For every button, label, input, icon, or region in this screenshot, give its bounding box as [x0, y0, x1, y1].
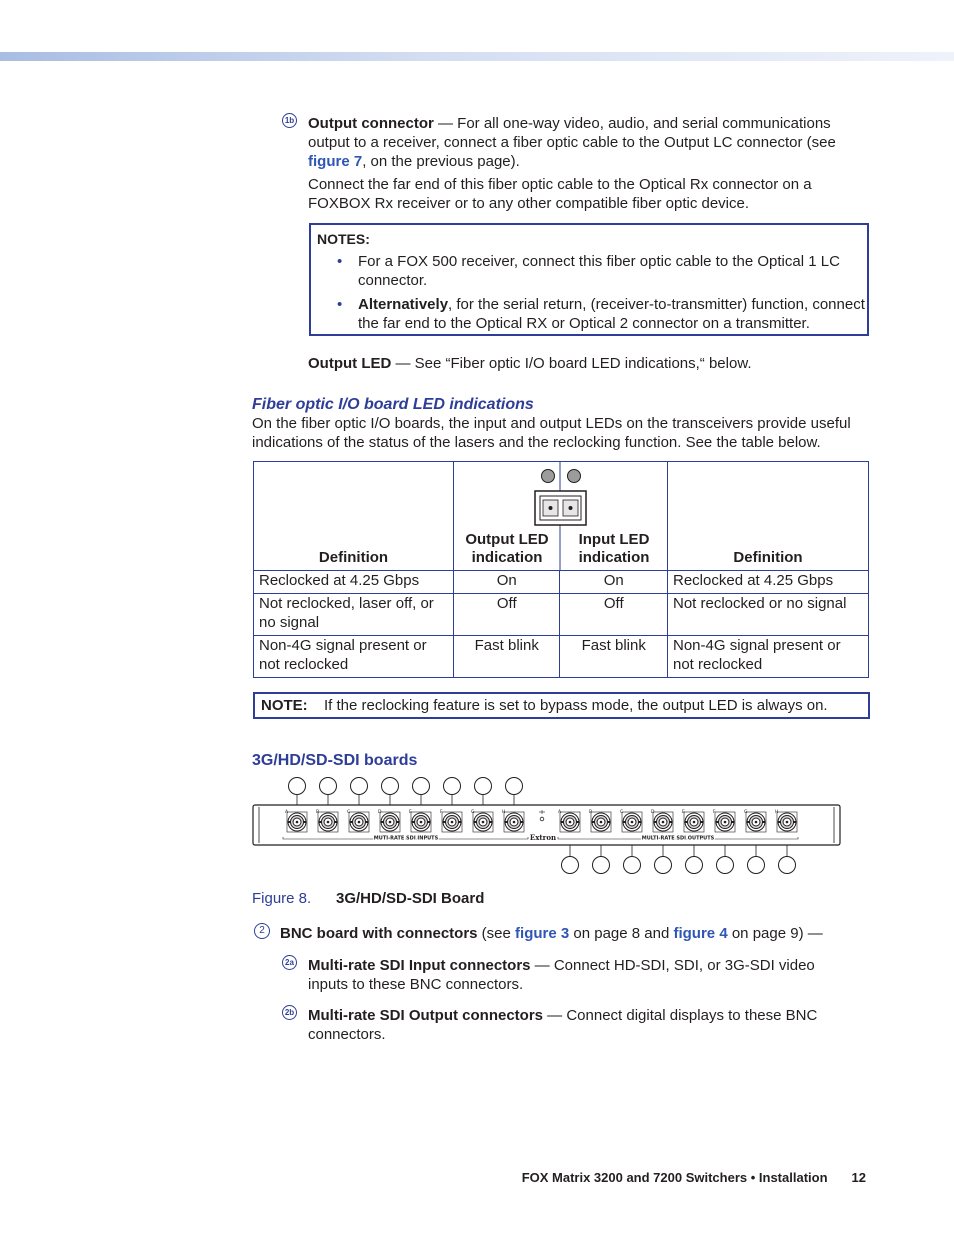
notes-title: NOTES: [317, 231, 370, 247]
bnc-letter-label: F [713, 810, 716, 815]
sdi-output-connector[interactable] [715, 812, 735, 832]
callout-circle [655, 857, 672, 874]
note-label: NOTE: [261, 697, 308, 714]
callout-circle [624, 857, 641, 874]
callout-circle [475, 778, 492, 795]
bnc-letter-label: H [775, 810, 779, 815]
bnc-letter-label: B [589, 810, 593, 815]
brand-logo: Extron [529, 833, 557, 842]
sdi-input-paragraph: Multi-rate SDI Input connectors — Connect HD-SDI, SDI, or 3G-SDI video inputs to these BNC connectors. [308, 957, 815, 993]
sdi-output-connector[interactable] [653, 812, 673, 832]
figure-7-link[interactable]: figure 7 [308, 153, 363, 170]
bnc-letter-label: G [744, 810, 748, 815]
sdi-output-connector[interactable] [684, 812, 704, 832]
table-header-row [254, 462, 869, 571]
bnc-letter-label: D [651, 810, 655, 815]
table-row: Reclocked at 4.25 Gbps On On Reclocked at 4.25 Gbps [254, 571, 869, 594]
figure-8-number: Figure 8. [252, 890, 312, 907]
led-section-title: Fiber optic I/O board LED indications [252, 396, 534, 413]
bnc-letter-label: D [378, 810, 382, 815]
callout-marker-2b: 2b [282, 1005, 297, 1020]
callout-marker-2a: 2a [282, 955, 297, 970]
callout-circle [779, 857, 796, 874]
bnc-letter-label: F [440, 810, 443, 815]
led-table [253, 461, 869, 678]
sdi-output-paragraph: Multi-rate SDI Output connectors — Connect digital displays to these BNC connectors. [308, 1007, 818, 1043]
sdi-output-connector[interactable] [777, 812, 797, 832]
callout-circle [320, 778, 337, 795]
sdi-input-connector[interactable] [504, 812, 524, 832]
sdi-board-diagram [250, 772, 844, 878]
callout-circle [351, 778, 368, 795]
bnc-letter-label: B [316, 810, 320, 815]
footer-title: FOX Matrix 3200 and 7200 Switchers • Installation [521, 1170, 828, 1185]
sdi-input-connector[interactable] [411, 812, 431, 832]
table-row: Not reclocked, laser off, or no signal Off Off Not reclocked or no signal [254, 594, 869, 636]
figure-8-caption: 3G/HD/SD-SDI Board [336, 890, 485, 907]
input-led-icon [568, 470, 581, 483]
sdi-input-connector[interactable] [287, 812, 307, 832]
table-row: Non-4G signal present or not reclocked Fast blink Fast blink Non-4G signal present or not reclocked [254, 636, 869, 678]
callout-circle [444, 778, 461, 795]
callout-circle [289, 778, 306, 795]
output-connector-title: Output connector [308, 115, 434, 132]
notes-box [309, 223, 869, 336]
header-definition-right: Definition [668, 462, 869, 571]
bnc-letter-label: G [471, 810, 475, 815]
bnc-letter-label: C [620, 810, 624, 815]
callout-circle [562, 857, 579, 874]
header-led-indications [454, 462, 668, 571]
led-section-intro: On the fiber optic I/O boards, the input and output LEDs on the transceivers provide useful indications of the status of the lasers and the reclocking function. See the table below. [252, 415, 851, 451]
bnc-letter-label: H [502, 810, 506, 815]
figure-4-link[interactable]: figure 4 [673, 925, 728, 942]
sdi-input-connector[interactable] [349, 812, 369, 832]
callout-circle [748, 857, 765, 874]
bnc-letter-label: E [409, 810, 412, 815]
sdi-input-connector[interactable] [442, 812, 462, 832]
bnc-letter-label: A [558, 810, 562, 815]
header-output-led: Output LED indication [465, 531, 549, 566]
callout-circle [717, 857, 734, 874]
header-input-led: Input LED indication [578, 531, 650, 566]
callout-marker-2: 2 [254, 923, 270, 939]
input-panel-label: MUTI-RATE SDI INPUTS [373, 835, 439, 842]
callout-circle [686, 857, 703, 874]
sdi-input-connector[interactable] [380, 812, 400, 832]
output-panel-label: MULTI-RATE SDI OUTPUTS [641, 835, 715, 842]
output-led-line: Output LED — See “Fiber optic I/O board LED indications,“ below. [308, 355, 752, 372]
sdi-input-connector[interactable] [473, 812, 493, 832]
page-footer [522, 1168, 866, 1187]
sdi-output-connector[interactable] [591, 812, 611, 832]
sdi-input-connector[interactable] [318, 812, 338, 832]
callout-circle [413, 778, 430, 795]
connect-far-end-paragraph: Connect the far end of this fiber optic cable to the Optical Rx connector on a FOXBOX Rx receiver or to any other compatible fiber optic device. [308, 176, 812, 212]
sdi-output-connector[interactable] [746, 812, 766, 832]
sdi-output-connector[interactable] [560, 812, 580, 832]
note-item-1: For a FOX 500 receiver, connect this fiber optic cable to the Optical 1 LC connector. [358, 253, 840, 289]
bnc-letter-label: A [285, 810, 289, 815]
reclocking-note [253, 692, 870, 719]
callout-circle [382, 778, 399, 795]
header-definition-left: Definition [254, 462, 454, 571]
bnc-letter-label: C [347, 810, 351, 815]
page-number: 12 [851, 1170, 866, 1185]
bullet: • [337, 296, 343, 313]
note-item-2: Alternatively, for the serial return, (receiver-to-transmitter) function, connect the far end to the Optical RX or Optical 2 connector on a transmitter. [358, 296, 865, 332]
output-led-icon [542, 470, 555, 483]
bnc-letter-label: E [682, 810, 685, 815]
callout-marker-1b: 1b [282, 113, 297, 128]
bnc-board-paragraph: BNC board with connectors (see figure 3 on page 8 and figure 4 on page 9) — [280, 925, 823, 942]
figure-3-link[interactable]: figure 3 [515, 925, 570, 942]
bullet: • [337, 253, 343, 270]
sdi-output-connector[interactable] [622, 812, 642, 832]
sdi-section-title: 3G/HD/SD-SDI boards [252, 752, 418, 769]
note-text: If the reclocking feature is set to bypass mode, the output LED is always on. [324, 697, 828, 714]
callout-circle [593, 857, 610, 874]
header-bar [0, 52, 954, 61]
callout-circle [506, 778, 523, 795]
output-connector-paragraph: Output connector — For all one-way video, audio, and serial communications output to a receiver, connect a fiber optic cable to the Output LC connector (see figure 7, on the previous page). [308, 115, 836, 170]
